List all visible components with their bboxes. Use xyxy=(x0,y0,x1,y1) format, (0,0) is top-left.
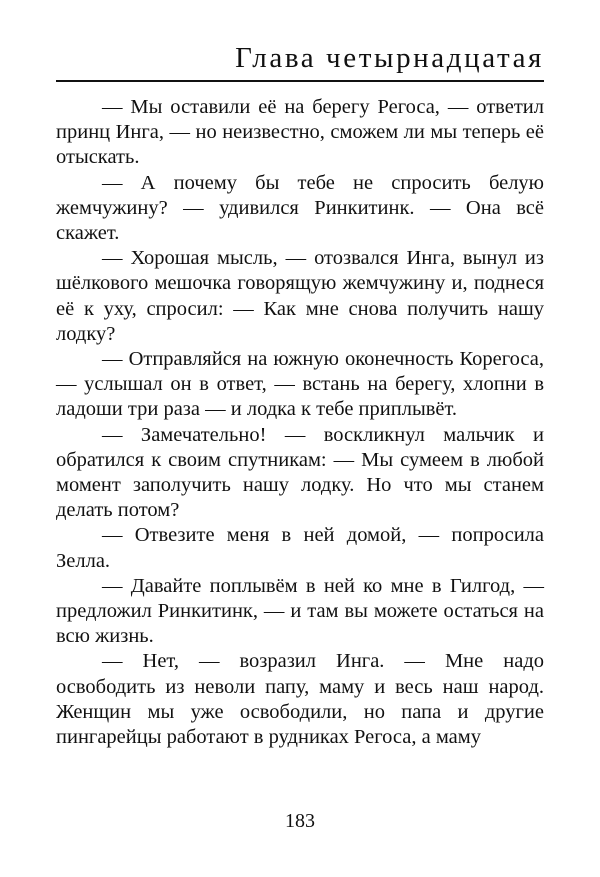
paragraph: — Давайте поплывём в ней ко мне в Гилгод, — предложил Ринкитинк, — и там вы можете остаться на всю жизнь. xyxy=(56,574,544,648)
chapter-header xyxy=(56,40,544,84)
header-rule xyxy=(56,80,544,82)
paragraph: — Отправляйся на южную оконечность Корегоса, — услышал он в ответ, — встань на берегу, хлопни в ладоши три раза — и лодка к тебе приплывёт. xyxy=(56,348,544,421)
paragraph: — Отвезите меня в ней домой, — попросила Зелла. xyxy=(56,524,544,572)
paragraph: — А почему бы тебе не спросить белую жемчужину? — удивился Ринкитинк. — Она всё скажет. xyxy=(56,171,544,245)
paragraph: — Мы оставили её на берегу Регоса, — ответил принц Инга, — но неизвестно, сможем ли мы теперь её отыскать. xyxy=(56,96,544,169)
page-number: 183 xyxy=(285,810,315,832)
paragraph: — Хорошая мысль, — отозвался Инга, вынул из шёлкового мешочка говорящую жемчужину и, поднеся её к уху, спросил: — Как мне снова получить нашу лодку? xyxy=(56,247,544,345)
body-text xyxy=(56,95,544,750)
paragraph: — Нет, — возразил Инга. — Мне надо освободить из неволи папу, маму и весь наш народ. Женщин мы уже освободили, но папа и другие пингарейцы работают в рудниках Регоса, а маму xyxy=(56,650,544,749)
paragraph: — Замечательно! — воскликнул мальчик и обратился к своим спутникам: — Мы сумеем в любой момент заполучить нашу лодку. Но что мы станем делать потом? xyxy=(56,423,544,522)
chapter-title: Глава четырнадцатая xyxy=(235,42,544,74)
